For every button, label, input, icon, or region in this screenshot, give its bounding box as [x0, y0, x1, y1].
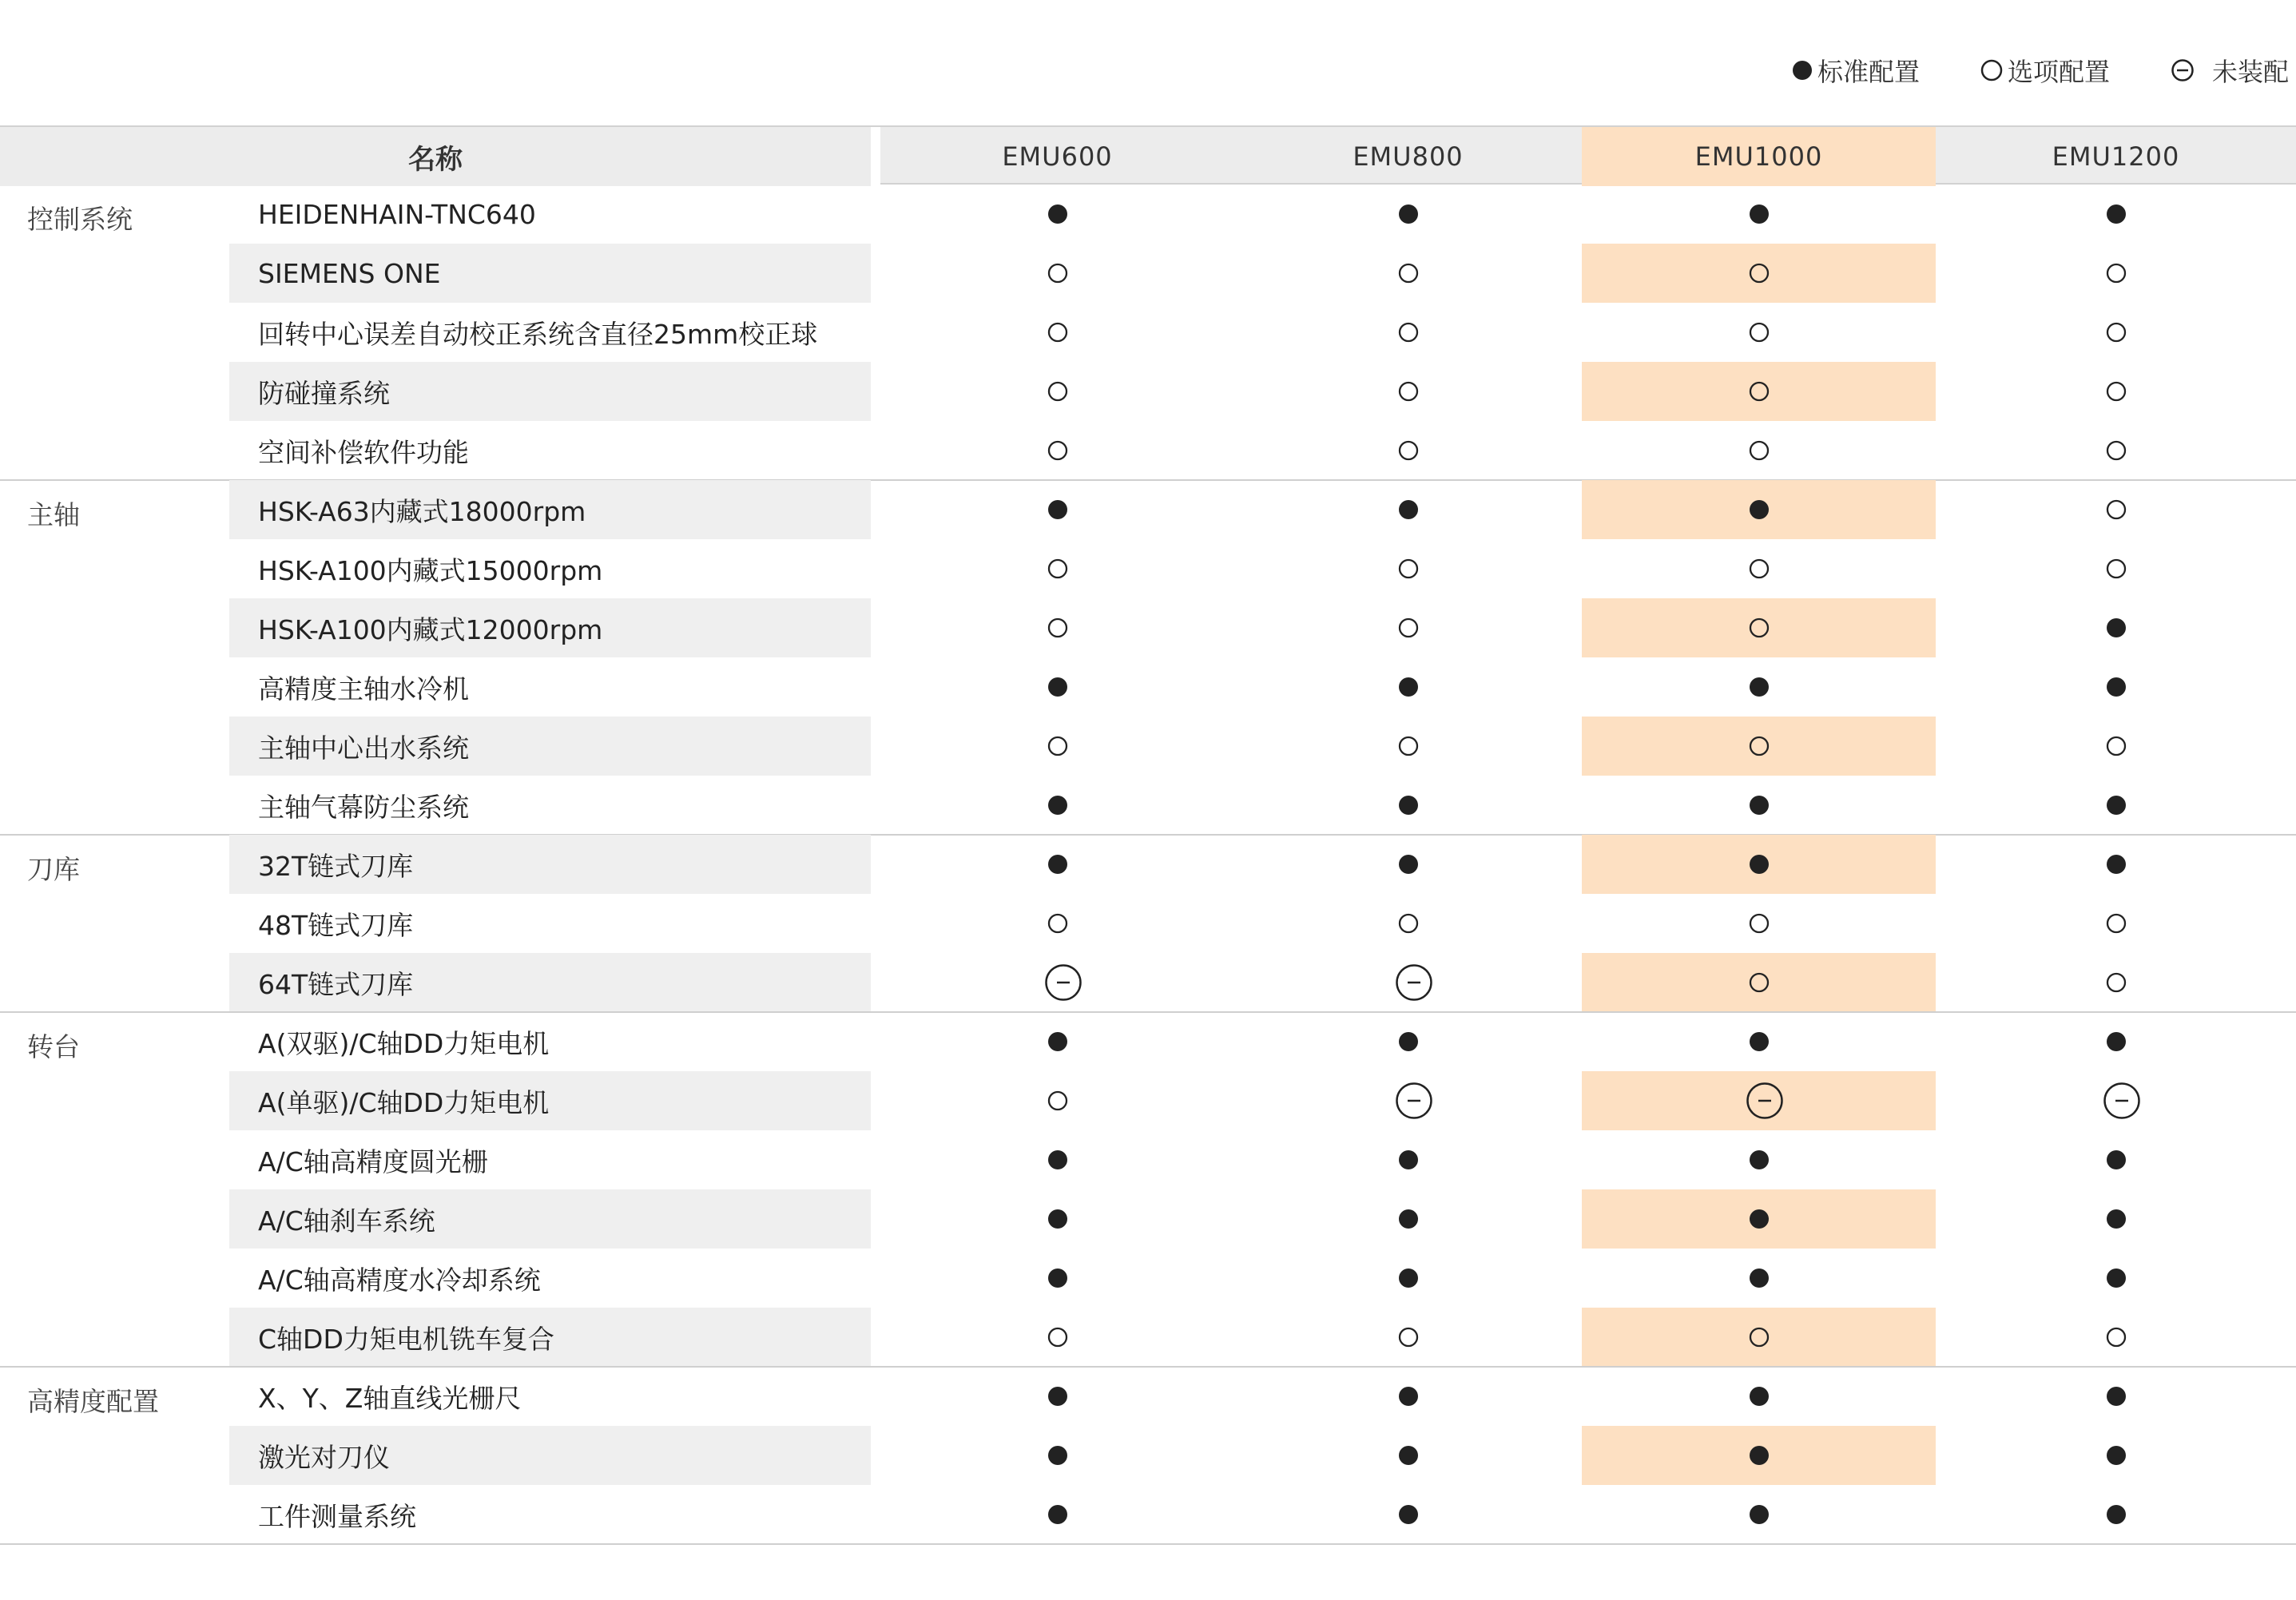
config-cell-emu1200 [1936, 1485, 2296, 1544]
config-cell-emu1000 [1582, 480, 1936, 539]
table-row [0, 1426, 2296, 1485]
optional-circle-icon [1047, 440, 1068, 461]
config-cell-emu1000 [1582, 1189, 1936, 1249]
config-cell-emu600 [880, 894, 1234, 953]
config-cell-emu1200 [1936, 1071, 2296, 1130]
table-row [0, 244, 2296, 303]
legend-none-label: 未装配 [2212, 57, 2290, 87]
optional-circle-icon [2106, 1327, 2127, 1348]
feature-name: HSK-A100内藏式12000rpm [229, 598, 871, 657]
standard-dot-icon [1398, 204, 1419, 224]
config-cell-emu1000 [1582, 953, 1936, 1012]
not-equipped-icon [1044, 963, 1082, 1002]
config-cell-emu1000 [1582, 835, 1936, 894]
optional-circle-icon [2106, 972, 2127, 993]
config-cell-emu1000 [1582, 776, 1936, 835]
config-cell-emu1000 [1582, 539, 1936, 598]
config-cell-emu600 [880, 421, 1234, 480]
table-row [0, 362, 2296, 421]
optional-circle-icon [1047, 322, 1068, 343]
optional-circle-icon [1749, 558, 1770, 579]
feature-name: A/C轴高精度圆光栅 [258, 1145, 488, 1177]
feature-name: HSK-A100内藏式15000rpm [258, 554, 603, 586]
config-cell-emu1000 [1582, 303, 1936, 362]
standard-dot-icon [1749, 854, 1770, 875]
config-cell-emu600 [880, 835, 1234, 894]
standard-dot-icon [1398, 795, 1419, 816]
optional-circle-icon [2106, 736, 2127, 756]
feature-name: 48T链式刀库 [258, 909, 414, 941]
optional-circle-icon [1047, 913, 1068, 934]
standard-dot-icon [1398, 1031, 1419, 1052]
feature-name: HSK-A63内藏式18000rpm [229, 480, 871, 539]
config-cell-emu800 [1234, 1012, 1582, 1071]
optional-circle-icon [1398, 440, 1419, 461]
feature-name: 主轴中心出水系统 [229, 717, 871, 776]
name-column-header: 名称 [0, 127, 871, 186]
category-label: 控制系统 [27, 204, 133, 235]
config-cell-emu1000 [1582, 362, 1936, 421]
config-cell-emu800 [1234, 244, 1582, 303]
optional-circle-icon [2106, 913, 2127, 934]
config-cell-emu1000 [1582, 1485, 1936, 1544]
config-cell-emu600 [880, 1367, 1234, 1426]
config-cell-emu600 [880, 953, 1234, 1012]
config-cell-emu1000 [1582, 1071, 1936, 1130]
config-cell-emu600 [880, 1189, 1234, 1249]
standard-dot-icon [2106, 1209, 2127, 1229]
standard-dot-icon [1047, 1209, 1068, 1229]
config-cell-emu1000 [1582, 1130, 1936, 1189]
model-header-emu600: EMU600 [1002, 141, 1113, 172]
standard-dot-icon [1749, 1386, 1770, 1407]
feature-name: A(单驱)/C轴DD力矩电机 [229, 1071, 871, 1130]
table-row [0, 835, 2296, 894]
table-row [0, 1189, 2296, 1249]
config-cell-emu1200 [1936, 835, 2296, 894]
config-cell-emu800 [1234, 894, 1582, 953]
config-cell-emu800 [1234, 776, 1582, 835]
optional-circle-icon [1749, 617, 1770, 638]
optional-circle-icon [1749, 972, 1770, 993]
config-cell-emu1200 [1936, 717, 2296, 776]
legend-standard [1792, 52, 1920, 89]
config-cell-emu1200 [1936, 185, 2296, 244]
config-cell-emu600 [880, 1485, 1234, 1544]
optional-circle-icon [1749, 440, 1770, 461]
optional-circle-icon [1749, 913, 1770, 934]
config-cell-emu1200 [1936, 1012, 2296, 1071]
standard-dot-icon [1749, 1445, 1770, 1466]
config-cell-emu1000 [1582, 1249, 1936, 1308]
standard-dot-icon [1047, 854, 1068, 875]
config-cell-emu1200 [1936, 539, 2296, 598]
config-cell-emu1200 [1936, 1249, 2296, 1308]
optional-circle-icon [2106, 322, 2127, 343]
config-cell-emu600 [880, 539, 1234, 598]
legend-optional [1980, 52, 2110, 89]
config-cell-emu800 [1234, 1426, 1582, 1485]
standard-dot-icon [2106, 677, 2127, 697]
table-header [0, 125, 2296, 185]
standard-dot-icon [1398, 1149, 1419, 1170]
optional-circle-icon [1398, 558, 1419, 579]
table-row [0, 185, 2296, 244]
optional-circle-icon [2106, 263, 2127, 284]
config-cell-emu600 [880, 303, 1234, 362]
config-cell-emu1000 [1582, 894, 1936, 953]
table-row [0, 598, 2296, 657]
optional-circle-icon [1047, 1090, 1068, 1111]
config-cell-emu1000 [1582, 1426, 1936, 1485]
table-row [0, 1130, 2296, 1189]
config-cell-emu1200 [1936, 1189, 2296, 1249]
standard-dot-icon [2106, 854, 2127, 875]
optional-circle-icon [1398, 322, 1419, 343]
standard-dot-icon [1047, 1031, 1068, 1052]
config-cell-emu600 [880, 717, 1234, 776]
config-cell-emu1200 [1936, 480, 2296, 539]
legend-none [2171, 52, 2289, 89]
optional-circle-icon [1047, 736, 1068, 756]
config-cell-emu800 [1234, 362, 1582, 421]
optional-circle-icon [2106, 440, 2127, 461]
table-row [0, 539, 2296, 598]
standard-dot-icon [1047, 204, 1068, 224]
table-row [0, 953, 2296, 1012]
legend-standard-label: 标准配置 [1817, 57, 1921, 87]
feature-name: 64T链式刀库 [229, 953, 871, 1012]
table-row [0, 480, 2296, 539]
standard-dot-icon [1749, 677, 1770, 697]
standard-dot-icon [1398, 1268, 1419, 1288]
feature-name: 回转中心误差自动校正系统含直径25mm校正球 [258, 318, 818, 350]
not-equipped-icon [2103, 1082, 2141, 1120]
config-cell-emu1200 [1936, 1426, 2296, 1485]
config-cell-emu800 [1234, 1189, 1582, 1249]
group-divider [0, 1543, 2296, 1545]
config-cell-emu1200 [1936, 303, 2296, 362]
feature-name: C轴DD力矩电机铣车复合 [229, 1308, 871, 1367]
standard-dot-icon [1398, 1209, 1419, 1229]
feature-name: 空间补偿软件功能 [258, 436, 469, 468]
config-cell-emu800 [1234, 421, 1582, 480]
standard-dot-icon [1047, 677, 1068, 697]
config-cell-emu600 [880, 362, 1234, 421]
config-cell-emu800 [1234, 185, 1582, 244]
standard-dot-icon [1749, 1031, 1770, 1052]
config-cell-emu600 [880, 776, 1234, 835]
config-cell-emu1000 [1582, 1012, 1936, 1071]
optional-circle-icon [1398, 1327, 1419, 1348]
feature-name: A(双驱)/C轴DD力矩电机 [258, 1027, 550, 1059]
config-cell-emu800 [1234, 598, 1582, 657]
config-cell-emu800 [1234, 717, 1582, 776]
standard-dot-icon [1749, 1209, 1770, 1229]
standard-dot-icon [2106, 617, 2127, 638]
standard-dot-icon [1749, 499, 1770, 520]
standard-dot-icon [1398, 854, 1419, 875]
legend-optional-label: 选项配置 [2008, 57, 2111, 87]
optional-circle-icon [2106, 558, 2127, 579]
table-row [0, 421, 2296, 480]
config-cell-emu800 [1234, 1130, 1582, 1189]
optional-circle-icon [1749, 736, 1770, 756]
model-header-emu1200: EMU1200 [2052, 141, 2180, 172]
feature-name: 工件测量系统 [258, 1500, 416, 1532]
config-cell-emu600 [880, 1426, 1234, 1485]
category-label: 高精度配置 [27, 1386, 159, 1417]
table-row [0, 657, 2296, 717]
table-row [0, 894, 2296, 953]
standard-dot-icon [1047, 1504, 1068, 1525]
category-label: 主轴 [27, 499, 80, 530]
config-cell-emu1000 [1582, 1308, 1936, 1367]
config-cell-emu1200 [1936, 1308, 2296, 1367]
optional-circle-icon [1398, 913, 1419, 934]
feature-name: SIEMENS ONE [229, 244, 871, 303]
optional-circle-icon [2106, 499, 2127, 520]
table-row [0, 303, 2296, 362]
table-row [0, 776, 2296, 835]
open-circle-icon [1980, 59, 2003, 81]
feature-name: 高精度主轴水冷机 [258, 673, 469, 705]
standard-dot-icon [1749, 1149, 1770, 1170]
config-cell-emu600 [880, 1012, 1234, 1071]
standard-dot-icon [1047, 1386, 1068, 1407]
optional-circle-icon [1047, 381, 1068, 402]
feature-name: A/C轴高精度水冷却系统 [258, 1264, 541, 1296]
config-cell-emu1000 [1582, 657, 1936, 717]
config-cell-emu600 [880, 185, 1234, 244]
config-cell-emu1200 [1936, 894, 2296, 953]
config-cell-emu600 [880, 598, 1234, 657]
standard-dot-icon [2106, 1445, 2127, 1466]
config-cell-emu800 [1234, 1308, 1582, 1367]
standard-dot-icon [2106, 1268, 2127, 1288]
optional-circle-icon [1749, 1327, 1770, 1348]
optional-circle-icon [1047, 1327, 1068, 1348]
standard-dot-icon [2106, 1504, 2127, 1525]
config-cell-emu800 [1234, 1485, 1582, 1544]
not-equipped-icon [1746, 1082, 1784, 1120]
table-row [0, 1308, 2296, 1367]
model-header-emu1000: EMU1000 [1582, 127, 1936, 186]
config-cell-emu1200 [1936, 953, 2296, 1012]
standard-dot-icon [1749, 795, 1770, 816]
config-cell-emu1000 [1582, 1367, 1936, 1426]
config-cell-emu600 [880, 657, 1234, 717]
header-gap [871, 127, 880, 186]
filled-circle-icon [1792, 60, 1813, 81]
config-cell-emu600 [880, 1071, 1234, 1130]
not-equipped-icon [1395, 1082, 1433, 1120]
optional-circle-icon [1047, 617, 1068, 638]
config-cell-emu1200 [1936, 1130, 2296, 1189]
standard-dot-icon [1047, 1445, 1068, 1466]
optional-circle-icon [2106, 381, 2127, 402]
standard-dot-icon [2106, 1386, 2127, 1407]
config-cell-emu1200 [1936, 776, 2296, 835]
config-cell-emu1200 [1936, 598, 2296, 657]
feature-name: 激光对刀仪 [229, 1426, 871, 1485]
category-label: 刀库 [27, 854, 80, 885]
config-cell-emu800 [1234, 1367, 1582, 1426]
circle-minus-icon [2171, 58, 2195, 82]
optional-circle-icon [1749, 263, 1770, 284]
config-cell-emu800 [1234, 657, 1582, 717]
standard-dot-icon [1398, 1504, 1419, 1525]
table-row [0, 1071, 2296, 1130]
config-cell-emu600 [880, 244, 1234, 303]
config-cell-emu600 [880, 480, 1234, 539]
config-cell-emu600 [880, 1249, 1234, 1308]
standard-dot-icon [1398, 677, 1419, 697]
table-row [0, 1012, 2296, 1071]
feature-name: 主轴气幕防尘系统 [258, 791, 469, 823]
config-cell-emu1200 [1936, 421, 2296, 480]
config-cell-emu1200 [1936, 362, 2296, 421]
config-cell-emu1000 [1582, 244, 1936, 303]
model-header-emu800: EMU800 [1353, 141, 1464, 172]
config-cell-emu1200 [1936, 1367, 2296, 1426]
standard-dot-icon [1047, 795, 1068, 816]
table-row [0, 1249, 2296, 1308]
config-cell-emu1200 [1936, 657, 2296, 717]
standard-dot-icon [1749, 1504, 1770, 1525]
optional-circle-icon [1398, 736, 1419, 756]
config-cell-emu800 [1234, 835, 1582, 894]
standard-dot-icon [1749, 1268, 1770, 1288]
standard-dot-icon [2106, 795, 2127, 816]
standard-dot-icon [1047, 1149, 1068, 1170]
config-cell-emu800 [1234, 1071, 1582, 1130]
feature-name: X、Y、Z轴直线光栅尺 [258, 1382, 522, 1414]
config-cell-emu600 [880, 1130, 1234, 1189]
standard-dot-icon [1047, 1268, 1068, 1288]
table-row [0, 717, 2296, 776]
feature-name: 防碰撞系统 [229, 362, 871, 421]
standard-dot-icon [1398, 1445, 1419, 1466]
standard-dot-icon [2106, 204, 2127, 224]
standard-dot-icon [1749, 204, 1770, 224]
config-cell-emu1000 [1582, 185, 1936, 244]
config-cell-emu600 [880, 1308, 1234, 1367]
not-equipped-icon [1395, 963, 1433, 1002]
optional-circle-icon [1047, 558, 1068, 579]
config-cell-emu800 [1234, 539, 1582, 598]
optional-circle-icon [1398, 381, 1419, 402]
optional-circle-icon [1749, 381, 1770, 402]
standard-dot-icon [1047, 499, 1068, 520]
feature-name: A/C轴刹车系统 [229, 1189, 871, 1249]
standard-dot-icon [1398, 1386, 1419, 1407]
optional-circle-icon [1047, 263, 1068, 284]
optional-circle-icon [1398, 617, 1419, 638]
config-cell-emu1200 [1936, 244, 2296, 303]
feature-name: 32T链式刀库 [229, 835, 871, 894]
table-row [0, 1485, 2296, 1544]
config-cell-emu800 [1234, 303, 1582, 362]
standard-dot-icon [2106, 1031, 2127, 1052]
optional-circle-icon [1749, 322, 1770, 343]
standard-dot-icon [1398, 499, 1419, 520]
config-cell-emu1000 [1582, 717, 1936, 776]
config-cell-emu800 [1234, 480, 1582, 539]
optional-circle-icon [1398, 263, 1419, 284]
table-row [0, 1367, 2296, 1426]
legend [1792, 51, 2289, 89]
config-cell-emu1000 [1582, 421, 1936, 480]
config-cell-emu1000 [1582, 598, 1936, 657]
standard-dot-icon [2106, 1149, 2127, 1170]
feature-name: HEIDENHAIN-TNC640 [258, 198, 536, 230]
config-cell-emu800 [1234, 1249, 1582, 1308]
category-label: 转台 [27, 1031, 80, 1062]
config-cell-emu800 [1234, 953, 1582, 1012]
